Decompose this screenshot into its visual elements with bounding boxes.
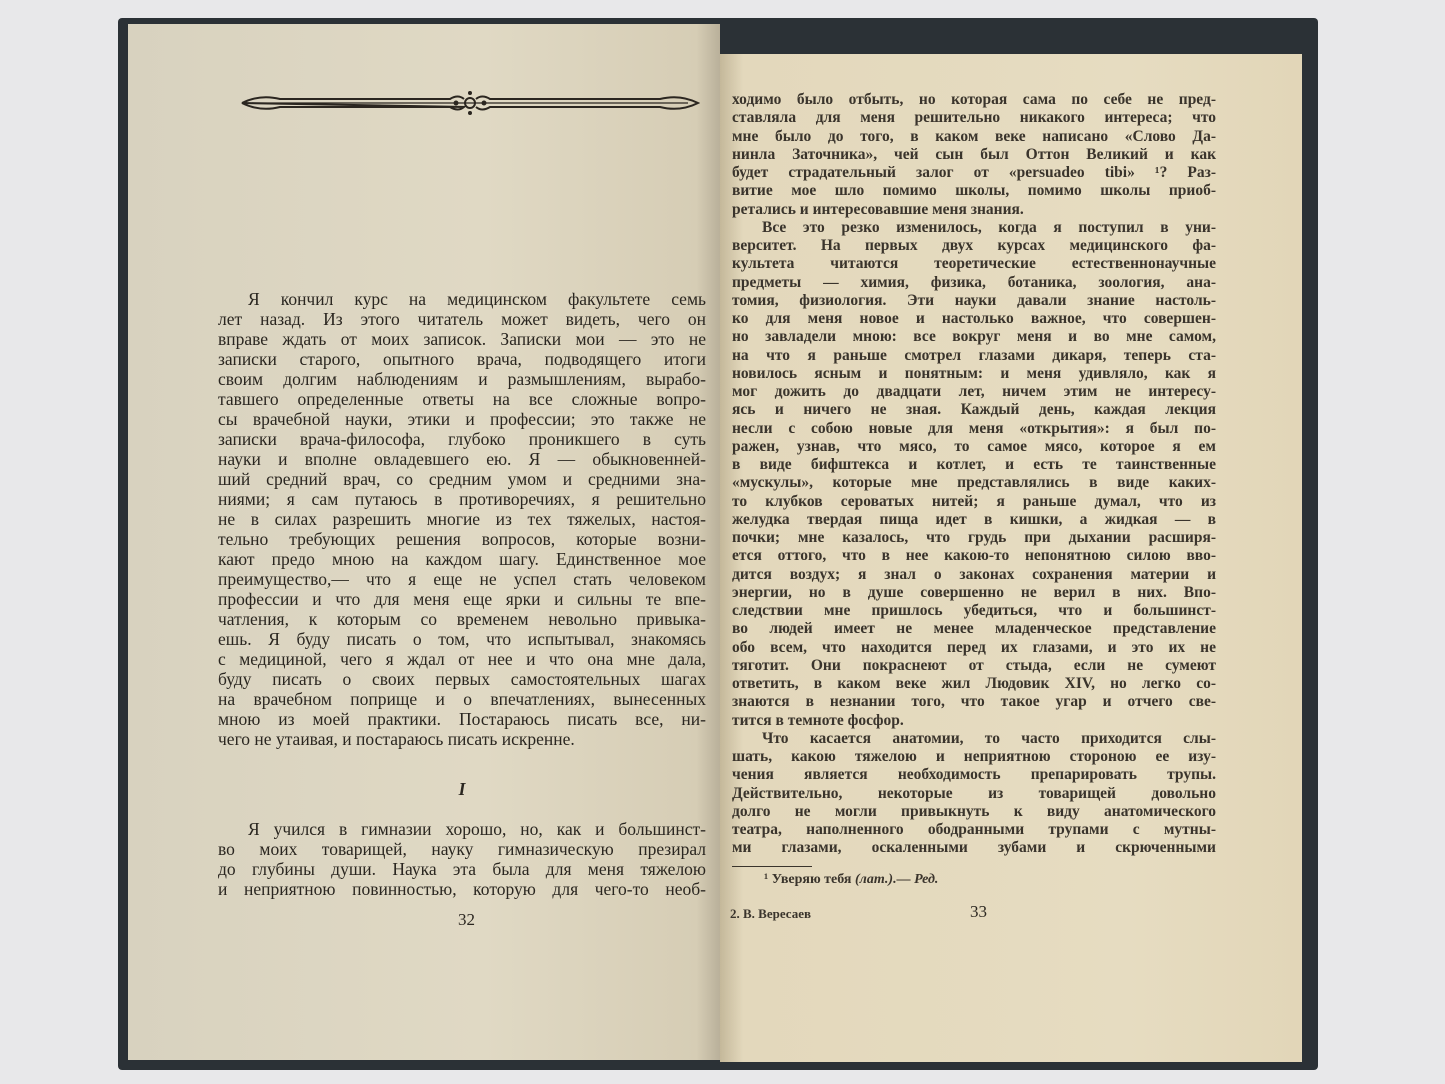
left-page-text [218, 289, 706, 899]
text-line: почки; мне казалось, что грудь при дыхании расширя- [732, 529, 1216, 546]
text-line: буду писать о своих первых самостоятельных шагах [218, 669, 706, 689]
text-line: науки и вполне овладевшего ею. Я — обыкновенней- [218, 449, 706, 469]
text-line: театра, наполненного ободранными трупами с мутны- [732, 821, 1216, 838]
text-line: дится воздух; я знал о законах сохранения материи и [732, 565, 1216, 583]
text-line: до глубины души. Наука эта была для меня тяжелою [218, 859, 706, 879]
text-line: кают предо мною на каждом шагу. Единственное мое [218, 549, 706, 569]
text-line: ший средний врач, со средним умом и средними зна- [218, 469, 706, 489]
text-line: ми глазами, оскаленными зубами и скрюченными [732, 839, 1216, 857]
footnote-text: Уверяю тебя [771, 872, 852, 887]
text-line: своим долгим наблюдениям и размышлениям, вырабо- [218, 369, 706, 389]
text-line: шать, какою тяжелою и неприятною стороною ее изу- [732, 748, 1216, 765]
text-line: на врачебном поприще и о впечатлениях, вынесенных [218, 689, 706, 709]
text-line: тится в темноте фосфор. [732, 711, 904, 729]
text-line: записки старого, опытного врача, подводящего итоги [218, 349, 706, 369]
right-page-text [732, 91, 1216, 858]
text-line: Все это резко изменилось, когда я поступил в уни- [762, 218, 1216, 236]
text-line: не в силах разрешить многие из тех тяжелых, настоя- [218, 509, 706, 529]
text-line: ешь. Я буду писать о том, что испытывал, знакомясь [218, 629, 706, 649]
text-line: обо всем, что находится перед их глазами, и это их не [732, 638, 1216, 656]
text-line: профессии и что для меня еще ярки и сильны те впе- [218, 589, 706, 609]
footnote [764, 872, 938, 888]
footnote-lang: (лат.) [854, 872, 894, 887]
text-line: ходимо было отбыть, но которая сама по себе не пред- [732, 91, 1216, 108]
footnote-marker: ¹ [764, 872, 769, 887]
text-line: знаются в незнании того, что такое угар и отчего све- [732, 693, 1216, 711]
text-line: вправе ждать от моих записок. Записки мои — это не [218, 329, 706, 349]
text-line: и неприятною повинностью, которую для чего-то необ- [218, 879, 706, 899]
text-line: предметы — химия, физика, ботаника, зоология, ана- [732, 273, 1216, 291]
text-line: ретались и интересовавшие меня знания. [732, 200, 1024, 218]
chapter-heading: I [458, 779, 466, 799]
text-line: ответить, в каком веке жил Людовик XIV, но легко со- [732, 675, 1216, 692]
text-line: записки врача-философа, глубоко проникшего в суть [218, 429, 706, 449]
text-line: ко для меня новое и настолько важное, что совершен- [732, 310, 1216, 327]
right-page [720, 54, 1302, 1062]
text-line: ниями; я сам путаюсь в противоречиях, я решительно [218, 489, 706, 509]
text-line: чатления, к которым со временем невольно привыка- [218, 609, 706, 629]
left-page [128, 24, 720, 1060]
page-number: 33 [970, 902, 987, 921]
text-line: ражен, узнав, что мясо, то самое мясо, которое я ем [732, 437, 1216, 455]
text-line: будет страдательный залог от «persuadeo tibi» ¹? Раз- [732, 164, 1216, 181]
text-line: ставляла для меня решительно никакого интереса; что [732, 109, 1216, 127]
text-line: преимущество,— что я еще не успел стать человеком [218, 569, 706, 589]
text-line: витие мое шло помимо школы, помимо школы приоб- [732, 182, 1216, 200]
text-line: Я кончил курс на медицинском факультете семь [248, 289, 706, 309]
text-line: мне было до того, в каком веке написано «Слово Да- [732, 127, 1216, 145]
text-line: Что касается анатомии, то часто приходится слы- [762, 729, 1216, 747]
text-line: нинла Заточника», чей сын был Оттон Великий и как [732, 145, 1216, 163]
text-line: ясь и ничего не зная. Каждый день, каждая лекция [732, 401, 1216, 419]
text-line: на что я раньше смотрел глазами дикаря, теперь ста- [732, 346, 1216, 364]
text-line: в виде бифштекса и котлет, и есть те таинственные [732, 456, 1216, 473]
text-line: мог дожить до двадцати лет, ничем этим не интересу- [732, 383, 1216, 400]
text-line: желудка твердая пища идет в кишки, а жидкая — в [732, 510, 1216, 528]
text-line: лет назад. Из этого читатель может видеть, чего он [218, 309, 706, 329]
text-line: Действительно, некоторые из товарищей довольно [732, 784, 1216, 802]
text-line: тяготит. Они покраснеют от стыда, если не сумеют [732, 656, 1216, 674]
footnote-editor: .— Ред. [893, 872, 939, 887]
text-line: сы врачебной науки, этики и профессии; это также не [218, 409, 706, 429]
text-line: новилось ясным и понятным: и меня удивляло, как я [732, 364, 1216, 382]
text-line: Я учился в гимназии хорошо, но, как и большинст- [248, 819, 706, 839]
decorative-ornament-icon [240, 88, 700, 118]
text-line: ется оттого, что в нее какою-то непонятною силою вво- [732, 547, 1216, 565]
text-line: во людей имеет не менее младенческое представление [732, 620, 1216, 638]
text-line: верситет. На первых двух курсах медицинского фа- [732, 237, 1216, 254]
text-line: но завладели мною: все вокруг меня и во мне самом, [732, 328, 1216, 346]
text-line: мною из моей практики. Постараюсь писать все, ни- [218, 709, 706, 729]
text-line: следствии мне пришлось убедиться, что и большинст- [732, 602, 1216, 619]
text-line: несли с собою новые для меня «открытия»: я был по- [732, 419, 1216, 437]
text-line: тавшего определенные ответы на все сложные вопро- [218, 389, 706, 409]
page-number: 32 [458, 910, 475, 929]
text-line: чего не утаивая, и постараюсь писать искренне. [218, 729, 575, 749]
text-line: долго не могли привыкнуть к виду анатомического [732, 802, 1216, 820]
text-line: чения является необходимость препарировать трупы. [732, 766, 1216, 784]
text-line: томия, физиология. Эти науки давали знание настоль- [732, 291, 1216, 309]
footnote-divider [732, 866, 812, 867]
text-line: культета читаются теоретические естественнонаучные [732, 255, 1216, 273]
text-line: «мускулы», которые мне представлялись в виде каких- [732, 474, 1216, 492]
text-line: во моих товарищей, науку гимназическую презирал [218, 839, 706, 859]
text-line: энергии, но в душе совершенно не верил в них. Впо- [732, 583, 1216, 601]
text-line: с медициной, чего я ждал от нее и что она мне дала, [218, 649, 706, 669]
printer-signature: 2. В. Вересаев [730, 906, 811, 921]
text-line: то клубков сероватых нитей; я раньше думал, что из [732, 492, 1216, 510]
text-line: тельно требующих решения вопросов, которые возни- [218, 529, 706, 549]
